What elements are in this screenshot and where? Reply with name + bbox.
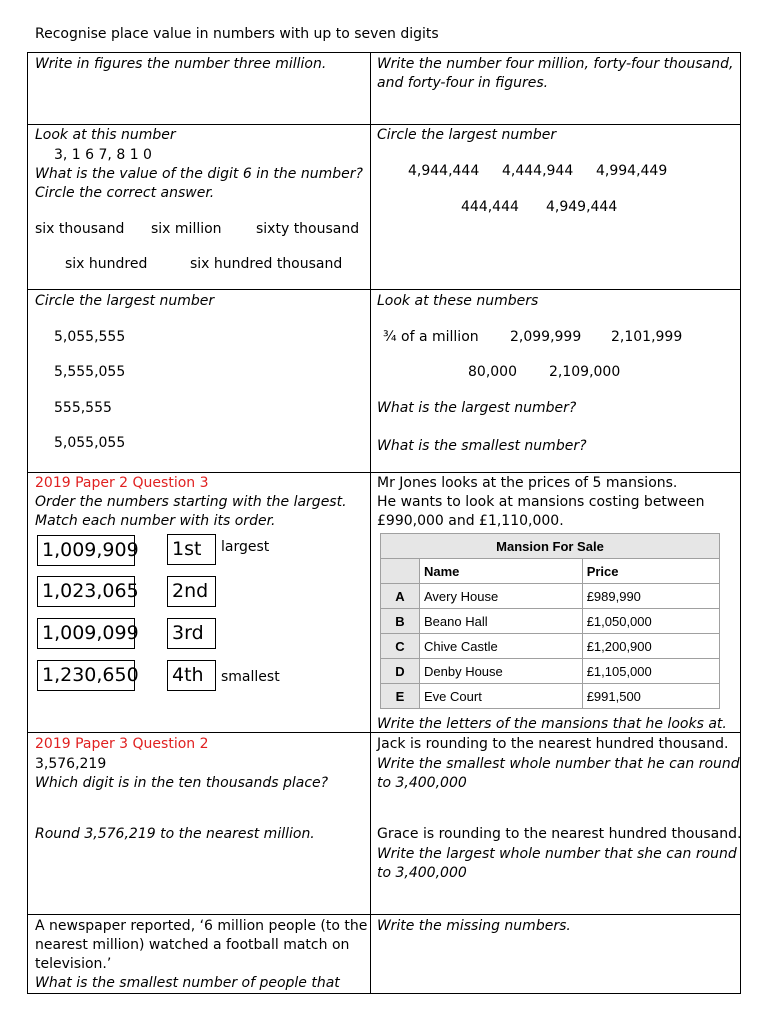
- row-letter: C: [381, 634, 420, 659]
- row-letter: B: [381, 609, 420, 634]
- q8-instruction: Write the letters of the mansions that he looks at.: [377, 716, 727, 732]
- q8-line2: He wants to look at mansions costing between: [377, 494, 705, 510]
- q4-number[interactable]: 4,944,444: [408, 163, 480, 179]
- table-row: [381, 684, 720, 709]
- q8-line1: Mr Jones looks at the prices of 5 mansions.: [377, 475, 678, 491]
- q4-prompt: Circle the largest number: [377, 127, 557, 143]
- q6-number: 80,000: [468, 364, 517, 380]
- q6-number: 2,099,999: [510, 329, 582, 345]
- q11-line2: nearest million) watched a football match on: [35, 937, 350, 953]
- q6-number: 2,101,999: [611, 329, 683, 345]
- row-price: £991,500: [582, 684, 719, 709]
- q6-prompt: Look at these numbers: [377, 293, 539, 309]
- q7-number-box[interactable]: 1,009,099: [37, 618, 135, 649]
- row-price: £1,105,000: [582, 659, 719, 684]
- q11-line1: A newspaper reported, ‘6 million people (to the: [35, 918, 368, 934]
- row-divider: [28, 914, 740, 915]
- q9-question: Which digit is in the ten thousands place?: [35, 775, 329, 791]
- row-name: Beano Hall: [420, 609, 583, 634]
- q6-largest: What is the largest number?: [377, 400, 577, 416]
- q3-option[interactable]: sixty thousand: [256, 221, 360, 237]
- q10-line4: Grace is rounding to the nearest hundred thousand.: [377, 826, 742, 842]
- row-price: £1,050,000: [582, 609, 719, 634]
- table-row: [381, 634, 720, 659]
- q10-line1: Jack is rounding to the nearest hundred thousand.: [377, 736, 729, 752]
- q7-largest-label: largest: [221, 539, 270, 555]
- q11-line3: television.’: [35, 956, 112, 972]
- column-divider: [370, 53, 371, 993]
- q7-number-box[interactable]: 1,230,650: [37, 660, 135, 691]
- q3-option[interactable]: six hundred: [65, 256, 148, 272]
- q3-option[interactable]: six hundred thousand: [190, 256, 343, 272]
- q7-line1: Order the numbers starting with the largest.: [35, 494, 347, 510]
- q10-line3: to 3,400,000: [377, 775, 467, 791]
- q4-number[interactable]: 444,444: [461, 199, 519, 215]
- row-divider: [28, 124, 740, 125]
- q11-line4: What is the smallest number of people that: [35, 975, 340, 991]
- row-price: £989,990: [582, 584, 719, 609]
- table-row: [381, 609, 720, 634]
- mansion-table: [380, 533, 720, 709]
- q3-option[interactable]: six thousand: [35, 221, 125, 237]
- q3-option[interactable]: six million: [151, 221, 222, 237]
- q7-order-box[interactable]: 1st: [167, 534, 216, 565]
- q7-number-box[interactable]: 1,009,909: [37, 535, 135, 566]
- q2-line2: and forty-four in figures.: [377, 75, 549, 91]
- q3-instruction: Circle the correct answer.: [35, 185, 215, 201]
- q10-line6: to 3,400,000: [377, 865, 467, 881]
- row-divider: [28, 472, 740, 473]
- q6-number: ¾ of a million: [383, 329, 479, 345]
- q7-order-box[interactable]: 3rd: [167, 618, 216, 649]
- q7-smallest-label: smallest: [221, 669, 280, 685]
- col-name-header: Name: [420, 559, 583, 584]
- mansion-table-title: Mansion For Sale: [381, 534, 720, 559]
- table-row: [381, 659, 720, 684]
- q4-number[interactable]: 4,994,449: [596, 163, 668, 179]
- row-divider: [28, 289, 740, 290]
- q6-smallest: What is the smallest number?: [377, 438, 587, 454]
- q5-number[interactable]: 555,555: [54, 400, 112, 416]
- col-price-header: Price: [582, 559, 719, 584]
- q9-round: Round 3,576,219 to the nearest million.: [35, 826, 315, 842]
- q4-number[interactable]: 4,444,944: [502, 163, 574, 179]
- row-price: £1,200,900: [582, 634, 719, 659]
- row-letter: A: [381, 584, 420, 609]
- q10-line2: Write the smallest whole number that he can round: [377, 756, 740, 772]
- q9-number: 3,576,219: [35, 756, 107, 772]
- q7-order-box[interactable]: 2nd: [167, 576, 216, 607]
- q3-question: What is the value of the digit 6 in the number?: [35, 166, 363, 182]
- row-letter: D: [381, 659, 420, 684]
- worksheet-title: Recognise place value in numbers with up to seven digits: [35, 26, 439, 42]
- q7-line2: Match each number with its order.: [35, 513, 276, 529]
- q5-number[interactable]: 5,555,055: [54, 364, 126, 380]
- q7-source: 2019 Paper 2 Question 3: [35, 475, 209, 491]
- q3-intro: Look at this number: [35, 127, 176, 143]
- row-name: Eve Court: [420, 684, 583, 709]
- q9-source: 2019 Paper 3 Question 2: [35, 736, 209, 752]
- q6-number: 2,109,000: [549, 364, 621, 380]
- table-corner: [381, 559, 420, 584]
- q7-order-box[interactable]: 4th: [167, 660, 216, 691]
- q10-line5: Write the largest whole number that she can round: [377, 846, 737, 862]
- q5-prompt: Circle the largest number: [35, 293, 215, 309]
- row-name: Chive Castle: [420, 634, 583, 659]
- q12-text: Write the missing numbers.: [377, 918, 571, 934]
- row-name: Denby House: [420, 659, 583, 684]
- q3-number: 3, 1 6 7, 8 1 0: [54, 147, 152, 163]
- row-name: Avery House: [420, 584, 583, 609]
- q2-line1: Write the number four million, forty-four thousand,: [377, 56, 734, 72]
- q4-number[interactable]: 4,949,444: [546, 199, 618, 215]
- table-row: [381, 584, 720, 609]
- q5-number[interactable]: 5,055,555: [54, 329, 126, 345]
- q5-number[interactable]: 5,055,055: [54, 435, 126, 451]
- q1-text: Write in figures the number three million.: [35, 56, 327, 72]
- q8-line3: £990,000 and £1,110,000.: [377, 513, 564, 529]
- q7-number-box[interactable]: 1,023,065: [37, 576, 135, 607]
- row-letter: E: [381, 684, 420, 709]
